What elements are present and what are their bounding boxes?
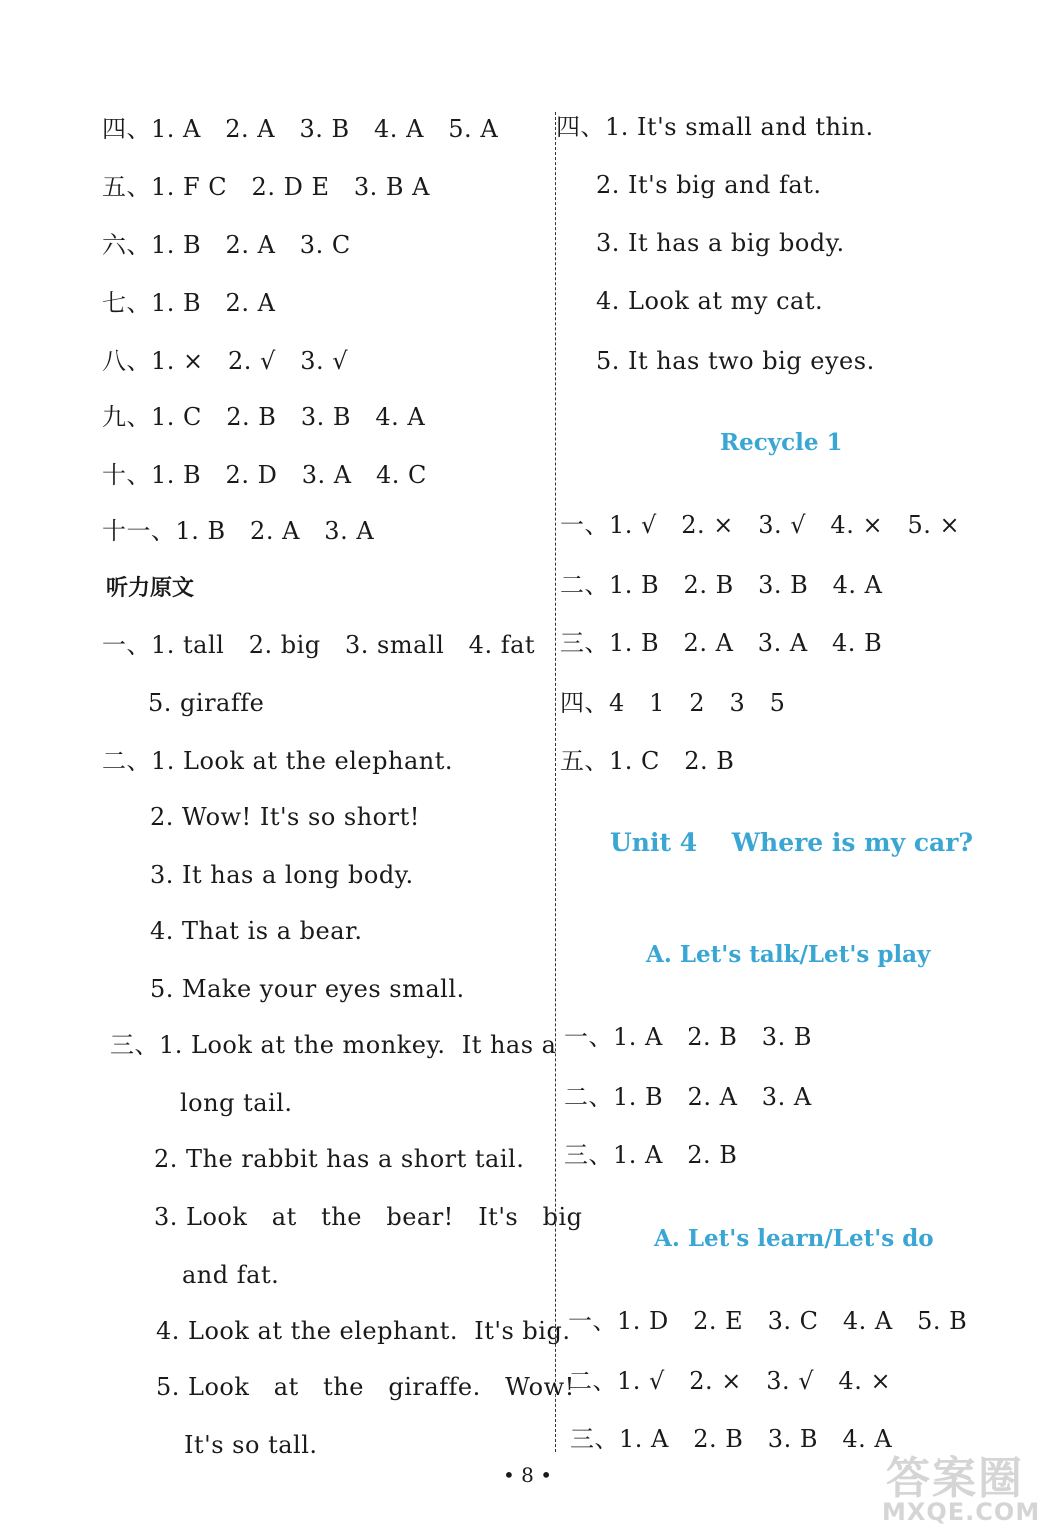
- left-answer-line: 5. Make your eyes small.: [150, 975, 465, 1003]
- left-answer-line: 五、1. F C 2. D E 3. B A: [102, 173, 430, 201]
- watermark-logo: [880, 1440, 1050, 1532]
- watermark-logo-text: 答案圈: [886, 1453, 1024, 1504]
- recycle-heading: Recycle 1: [720, 429, 843, 456]
- left-answer-line: 2. The rabbit has a short tail.: [154, 1145, 525, 1173]
- left-answer-line: It's so tall.: [184, 1431, 318, 1459]
- right-answer-line: 二、1. B 2. B 3. B 4. A: [560, 571, 883, 599]
- left-answer-line: 三、1. Look at the monkey. It has a: [110, 1031, 557, 1059]
- left-answer-line: 一、1. tall 2. big 3. small 4. fat: [102, 631, 536, 659]
- right-answer-line: 三、1. A 2. B: [564, 1141, 738, 1169]
- left-answer-line: 4. That is a bear.: [150, 917, 363, 945]
- left-answer-line: 十、1. B 2. D 3. A 4. C: [102, 461, 427, 489]
- right-answer-line: 4. Look at my cat.: [596, 287, 824, 315]
- left-answer-line: 2. Wow! It's so short!: [150, 803, 420, 831]
- right-answer-line: 一、1. √ 2. × 3. √ 4. × 5. ×: [560, 511, 961, 539]
- right-answer-line: 一、1. A 2. B 3. B: [564, 1023, 812, 1051]
- left-answer-line: 八、1. × 2. √ 3. √: [102, 347, 349, 375]
- right-answer-line: 四、4 1 2 3 5: [560, 689, 786, 717]
- right-answer-line: 二、1. √ 2. × 3. √ 4. ×: [568, 1367, 892, 1395]
- unit-heading: Unit 4 Where is my car?: [610, 828, 974, 857]
- right-answer-line: 三、1. B 2. A 3. A 4. B: [560, 629, 883, 657]
- right-answer-line: 一、1. D 2. E 3. C 4. A 5. B: [568, 1307, 968, 1335]
- left-answer-line: 二、1. Look at the elephant.: [102, 747, 453, 775]
- right-answer-line: 2. It's big and fat.: [596, 171, 822, 199]
- left-answer-line: 3. Look at the bear! It's big: [154, 1203, 583, 1231]
- left-answer-line: 5. Look at the giraffe. Wow!: [156, 1373, 575, 1401]
- right-answer-line: 三、1. A 2. B 3. B 4. A: [570, 1425, 893, 1453]
- left-answer-line: long tail.: [180, 1089, 293, 1117]
- left-answer-line: 5. giraffe: [148, 689, 265, 717]
- left-answer-line: and fat.: [182, 1261, 280, 1289]
- left-answer-line: 十一、1. B 2. A 3. A: [102, 517, 375, 545]
- watermark-url: MXQE.COM: [882, 1498, 1041, 1526]
- left-answer-line: 六、1. B 2. A 3. C: [102, 231, 351, 259]
- left-answer-line: 4. Look at the elephant. It's big.: [156, 1317, 571, 1345]
- listening-script-heading: 听力原文: [106, 576, 195, 601]
- section-heading-talk: A. Let's talk/Let's play: [646, 941, 931, 968]
- right-answer-line: 五、1. C 2. B: [560, 747, 735, 775]
- left-answer-line: 四、1. A 2. A 3. B 4. A 5. A: [102, 115, 499, 143]
- page-number: • 8 •: [502, 1463, 553, 1487]
- right-answer-line: 四、1. It's small and thin.: [556, 113, 874, 141]
- right-answer-line: 二、1. B 2. A 3. A: [564, 1083, 812, 1111]
- right-answer-line: 3. It has a big body.: [596, 229, 845, 257]
- left-answer-line: 3. It has a long body.: [150, 861, 414, 889]
- left-answer-line: 九、1. C 2. B 3. B 4. A: [102, 403, 426, 431]
- right-answer-line: 5. It has two big eyes.: [596, 347, 875, 375]
- column-divider: [555, 112, 556, 1452]
- left-answer-line: 七、1. B 2. A: [102, 289, 276, 317]
- section-heading-learn: A. Let's learn/Let's do: [654, 1225, 934, 1252]
